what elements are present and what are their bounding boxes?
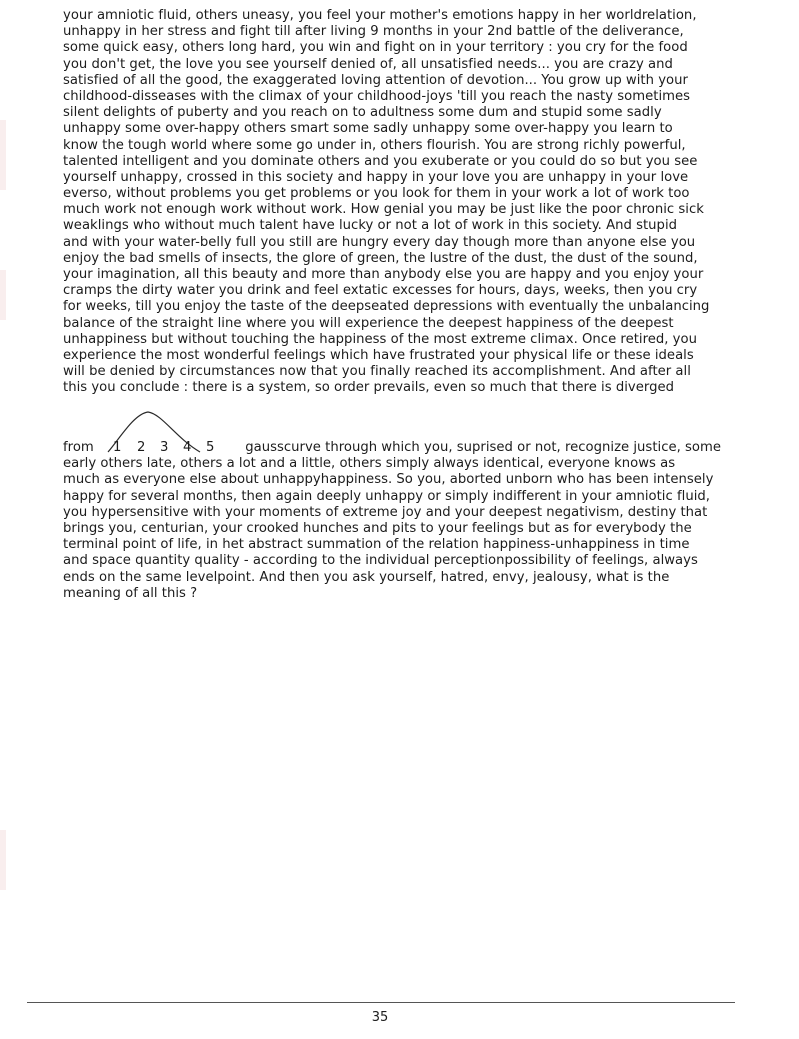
text-line: enjoy the bad smells of insects, the glore of green, the lustre of the dust, the dust of the sound,	[63, 250, 698, 266]
text-line: brings you, centurian, your crooked hunches and pits to your feelings but as for everybody the	[63, 520, 692, 536]
gauss-scale	[98, 440, 216, 456]
text-line: early others late, others a lot and a little, others simply always identical, everyone knows as	[63, 456, 676, 472]
text-line: happy for several months, then again deeply unhappy or simply indifferent in your amniotic fluid,	[63, 488, 710, 504]
text-line: everso, without problems you get problems or you look for them in your work a lot of work too	[63, 186, 690, 202]
gauss-number: 3	[160, 440, 169, 455]
text-line: experience the most wonderful feelings which have frustrated your physical life or these ideals	[63, 347, 694, 363]
text-line: unhappy in her stress and fight till after living 9 months in your 2nd battle of the deliverance,	[63, 24, 684, 40]
gauss-number: 1	[113, 440, 122, 455]
text-line: cramps the dirty water you drink and feel extatic excesses for hours, days, weeks, then you cry	[63, 283, 698, 299]
text-line: much work not enough work without work. How genial you may be just like the poor chronic sick	[63, 202, 704, 218]
text-line: unhappiness but without touching the happiness of the most extreme climax. Once retired, you	[63, 331, 697, 347]
text-line: yourself unhappy, crossed in this society and happy in your love you are unhappy in your love	[63, 169, 689, 185]
text-line: and space quantity quality - according to the individual perceptionpossibility of feelings, always	[63, 553, 698, 569]
text-line: balance of the straight line where you will experience the deepest happiness of the deepest	[63, 315, 674, 331]
scan-edge-mark	[0, 120, 6, 190]
text-line: silent delights of puberty and you reach on to adultness some dum and stupid some sadly	[63, 105, 662, 121]
text-line: your amniotic fluid, others uneasy, you feel your mother's emotions happy in her worldrelation,	[63, 8, 697, 23]
gauss-prefix: from	[63, 440, 94, 455]
text-line: ends on the same levelpoint. And then you ask yourself, hatred, envy, jealousy, what is the	[63, 569, 670, 585]
text-line: you hypersensitive with your moments of extreme joy and your deepest negativism, destiny that	[63, 504, 708, 520]
text-line: satisfied of all the good, the exaggerated loving attention of devotion... You grow up with your	[63, 72, 688, 88]
footer-divider	[27, 1002, 735, 1003]
body-text-lower	[63, 440, 753, 602]
text-line: this you conclude : there is a system, so order prevails, even so much that there is diverged	[63, 380, 675, 396]
text-line: terminal point of life, in het abstract summation of the relation happiness-unhappiness in time	[63, 537, 690, 553]
text-line: childhood-disseases with the climax of your childhood-joys 'till you reach the nasty sometimes	[63, 88, 691, 104]
gauss-suffix: gausscurve through which you, suprised or not, recognize justice, some	[245, 440, 721, 455]
text-line: for weeks, till you enjoy the taste of the deepseated depressions with eventually the unbalancing	[63, 299, 710, 315]
text-line: your imagination, all this beauty and more than anybody else you are happy and you enjoy your	[63, 267, 704, 282]
body-text-upper	[63, 8, 753, 397]
gauss-number: 4	[183, 440, 192, 455]
gauss-number: 2	[137, 440, 146, 455]
text-line: unhappy some over-happy others smart some sadly unhappy some over-happy you learn to	[63, 121, 673, 137]
text-line: talented intelligent and you dominate others and you exuberate or you could do so but you see	[63, 153, 698, 169]
text-line: some quick easy, others long hard, you win and fight on in your territory : you cry for the food	[63, 40, 688, 56]
gauss-formula-line	[63, 440, 753, 456]
text-line: will be denied by circumstances now that you finally reached its accomplishment. And after all	[63, 364, 691, 380]
gauss-number: 5	[206, 440, 215, 455]
text-line: and with your water-belly full you still are hungry every day though more than anyone else you	[63, 234, 696, 250]
text-line: know the tough world where some go under in, others flourish. You are strong richly powerful,	[63, 137, 686, 153]
text-line: meaning of all this ?	[63, 585, 198, 601]
text-line: weaklings who without much talent have lucky or not a lot of work in this society. And stupid	[63, 218, 678, 234]
scan-edge-mark	[0, 270, 6, 320]
scan-edge-mark	[0, 830, 6, 890]
text-line: you don't get, the love you see yourself denied of, all unsatisfied needs... you are crazy and	[63, 56, 673, 72]
page-number: 35	[371, 1010, 389, 1025]
text-line: much as everyone else about unhappyhappiness. So you, aborted unborn who has been intensely	[63, 472, 714, 488]
